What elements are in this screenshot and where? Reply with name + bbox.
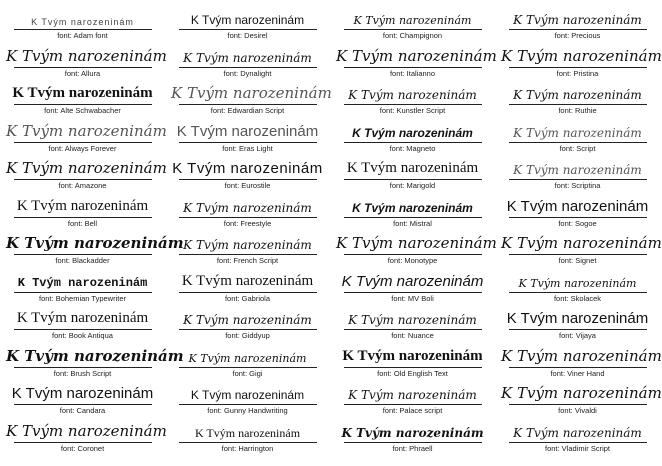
font-sample-cell: [330, 117, 495, 155]
font-label-prefix: font:: [207, 406, 224, 415]
font-name-label: [39, 293, 126, 305]
font-name-label: [211, 105, 284, 117]
font-label-prefix: font:: [544, 443, 562, 453]
font-name-label: [52, 330, 113, 342]
font-sample-text: K Tvým narozeninám: [12, 85, 153, 102]
font-name: Coronet: [77, 443, 105, 453]
font-sample-cell: [0, 417, 165, 455]
font-name: Palace script: [399, 406, 443, 415]
font-name-label: [222, 143, 272, 155]
font-sample-text: K Tvým narozeninám: [346, 160, 479, 177]
font-sample-cell: [165, 379, 330, 417]
font-name: Eras Light: [238, 143, 273, 153]
font-name-label: [558, 218, 596, 230]
font-sample-cell: [165, 154, 330, 192]
font-sample-cell: [330, 379, 495, 417]
font-sample-text: K Tvým narozeninám: [31, 16, 134, 27]
font-label-prefix: font:: [59, 406, 77, 415]
font-sample-text: K Tvým narozeninám: [188, 351, 307, 365]
font-name: Champignon: [399, 31, 443, 40]
font-name: Alte Schwabacher: [60, 106, 121, 115]
font-name-label: [388, 255, 438, 267]
font-label-prefix: font:: [554, 31, 572, 40]
font-sample-cell: [165, 267, 330, 305]
font-sample-text: K Tvým narozeninám: [342, 347, 483, 364]
font-sample-cell: [495, 417, 660, 455]
font-label-prefix: font:: [48, 143, 65, 153]
font-name-label: [560, 143, 596, 155]
font-name: Book Antiqua: [68, 331, 113, 340]
font-sample-cell: [0, 154, 165, 192]
font-label-prefix: font:: [224, 293, 242, 303]
font-sample-text: K Tvým narozeninám: [341, 272, 484, 290]
font-sample-text: K Tvým narozeninám: [183, 200, 312, 215]
font-sample-cell: [330, 304, 495, 342]
font-label-prefix: font:: [559, 331, 576, 340]
font-label-prefix: font:: [391, 331, 408, 340]
font-sample-text: K Tvým narozeninám: [501, 346, 662, 365]
font-label-prefix: font:: [393, 218, 410, 228]
font-name-label: [57, 30, 107, 42]
font-name-label: [558, 405, 597, 417]
font-name-label: [224, 68, 272, 80]
font-sample-cell: [0, 117, 165, 155]
font-sample-cell: [495, 154, 660, 192]
font-name-label: [225, 330, 270, 342]
font-sample-text: K Tvým narozeninám: [352, 200, 473, 215]
font-label-prefix: font:: [53, 368, 71, 378]
font-sample-cell: [495, 117, 660, 155]
font-name-label: [61, 443, 104, 455]
font-label-prefix: font:: [554, 181, 572, 190]
font-name: Kunstler Script: [396, 106, 446, 115]
font-sample-text: K Tvým narozeninám: [6, 234, 184, 253]
font-sample-text: K Tvým narozeninám: [506, 197, 649, 215]
font-name: Gunny Handwriting: [223, 406, 288, 415]
font-label-prefix: font:: [377, 368, 394, 378]
font-label-prefix: font:: [225, 331, 242, 340]
font-sample-text: K Tvým narozeninám: [348, 88, 477, 103]
font-name-label: [545, 443, 610, 455]
font-name: Mistral: [409, 218, 432, 228]
font-sample-text: K Tvým narozeninám: [501, 384, 662, 403]
font-label-prefix: font:: [389, 143, 407, 153]
font-name-label: [227, 30, 267, 42]
font-name-label: [383, 30, 442, 42]
font-label-prefix: font:: [232, 368, 250, 378]
font-name-label: [225, 180, 271, 192]
font-name-label: [550, 368, 604, 380]
font-sample-cell: [0, 79, 165, 117]
font-sample-cell: [495, 4, 660, 42]
font-sample-text: K Tvým narozeninám: [513, 13, 642, 28]
font-sample-text: K Tvým narozeninám: [11, 385, 154, 403]
font-sample-text: K Tvým narozeninám: [6, 346, 184, 365]
font-sample-cell: [495, 192, 660, 230]
font-sample-text: K Tvým narozeninám: [16, 197, 149, 214]
font-name: Adam font: [73, 31, 108, 40]
font-name-label: [391, 293, 434, 305]
font-sample-cell: [165, 79, 330, 117]
font-sample-cell: [495, 267, 660, 305]
font-sample-text: K Tvým narozeninám: [336, 234, 497, 253]
font-sample-cell: [165, 417, 330, 455]
font-label-prefix: font:: [44, 106, 61, 115]
font-sample-cell: [495, 229, 660, 267]
font-sample-text: K Tvým narozeninám: [17, 275, 148, 290]
font-name-label: [392, 443, 432, 455]
font-name: Marigold: [406, 181, 436, 190]
font-label-prefix: font:: [39, 293, 56, 303]
font-name: Nuance: [407, 331, 434, 340]
font-name-label: [60, 405, 105, 417]
font-label-prefix: font:: [210, 106, 228, 115]
font-name-label: [232, 368, 262, 380]
font-sample-text: K Tvým narozeninám: [6, 46, 167, 65]
font-label-prefix: font:: [558, 218, 575, 228]
font-sample-text: K Tvým narozeninám: [336, 46, 497, 65]
font-name: Desirel: [244, 31, 268, 40]
font-name: Ruthie: [575, 106, 597, 115]
font-sample-text: K Tvým narozeninám: [348, 388, 477, 403]
font-label-prefix: font:: [559, 143, 577, 153]
font-name-label: [554, 293, 601, 305]
font-sample-cell: [330, 4, 495, 42]
font-label-prefix: font:: [389, 181, 407, 190]
font-name-label: [393, 218, 432, 230]
font-sample-text: K Tvým narozeninám: [501, 234, 662, 253]
font-name: Eurostile: [241, 181, 271, 190]
font-sample-cell: [330, 79, 495, 117]
font-name: Script: [576, 143, 596, 153]
font-label-prefix: font:: [382, 406, 400, 415]
font-name-label: [65, 68, 100, 80]
font-name-label: [207, 405, 287, 417]
font-name: Vivaldi: [574, 406, 597, 415]
font-name: Dynalight: [240, 68, 272, 78]
font-name: Amazone: [74, 181, 107, 190]
font-name: Monotype: [404, 256, 438, 265]
font-sample-cell: [165, 304, 330, 342]
font-name: Vijaya: [575, 331, 596, 340]
font-sample-text: K Tvým narozeninám: [190, 13, 305, 28]
font-name: French Script: [233, 256, 279, 265]
font-name-label: [224, 218, 272, 230]
font-sample-cell: [165, 42, 330, 80]
font-sample-cell: [165, 4, 330, 42]
font-label-prefix: font:: [216, 256, 234, 265]
font-name-label: [55, 255, 109, 267]
font-sample-cell: [330, 192, 495, 230]
font-sample-text: K Tvým narozeninám: [181, 272, 314, 289]
font-sample-cell: [165, 192, 330, 230]
font-name-label: [68, 218, 97, 230]
font-sample-cell: [495, 304, 660, 342]
font-name-label: [558, 105, 596, 117]
font-label-prefix: font:: [556, 68, 574, 78]
font-sample-cell: [0, 192, 165, 230]
font-name-label: [555, 30, 601, 42]
font-name: Candara: [76, 406, 106, 415]
font-name: Magneto: [406, 143, 436, 153]
font-sample-text: K Tvým narozeninám: [183, 50, 312, 65]
font-name-label: [391, 330, 434, 342]
font-sample-text: K Tvým narozeninám: [348, 313, 477, 328]
font-sample-text: K Tvým narozeninám: [506, 310, 649, 328]
font-label-prefix: font:: [224, 181, 242, 190]
font-label-prefix: font:: [392, 443, 410, 453]
font-name-label: [555, 180, 601, 192]
font-sample-text: K Tvým narozeninám: [513, 125, 642, 140]
font-label-prefix: font:: [550, 368, 568, 378]
font-sample-cell: [495, 79, 660, 117]
font-sample-cell: [330, 417, 495, 455]
font-name: Gigi: [249, 368, 263, 378]
font-name-label: [54, 368, 112, 380]
font-label-prefix: font:: [221, 443, 239, 453]
font-name-label: [44, 105, 121, 117]
font-label-prefix: font:: [558, 106, 575, 115]
font-name-label: [217, 255, 278, 267]
font-sample-cell: [330, 154, 495, 192]
font-name: Phraell: [409, 443, 433, 453]
font-label-prefix: font:: [387, 256, 405, 265]
font-sample-cell: [0, 267, 165, 305]
font-name: Harrington: [238, 443, 274, 453]
font-name: Italianno: [406, 68, 436, 78]
font-sample-text: K Tvým narozeninám: [171, 84, 332, 103]
font-label-prefix: font:: [57, 31, 74, 40]
font-label-prefix: font:: [60, 443, 78, 453]
font-sample-cell: [165, 229, 330, 267]
font-name-label: [59, 180, 107, 192]
font-label-prefix: font:: [382, 31, 400, 40]
font-sample-text: K Tvým narozeninám: [183, 313, 312, 328]
font-name: Freestyle: [240, 218, 272, 228]
font-sample-cell: [0, 342, 184, 380]
font-name: Edwardian Script: [227, 106, 285, 115]
font-name: Brush Script: [70, 368, 112, 378]
font-name: Precious: [571, 31, 601, 40]
font-sample-text: K Tvým narozeninám: [190, 388, 305, 403]
font-label-prefix: font:: [389, 68, 407, 78]
font-name: Allura: [81, 68, 101, 78]
font-label-prefix: font:: [58, 181, 75, 190]
font-name-label: [383, 405, 443, 417]
font-sample-text: K Tvým narozeninám: [352, 125, 473, 140]
font-name: Bell: [84, 218, 98, 228]
font-sample-cell: [330, 342, 495, 380]
font-name: Always Forever: [64, 143, 117, 153]
font-sample-text: K Tvým narozeninám: [341, 425, 484, 440]
font-name-label: [390, 68, 435, 80]
font-name: Bohemian Typewriter: [55, 293, 126, 303]
font-sample-cell: [330, 229, 495, 267]
font-name-label: [390, 143, 436, 155]
font-name: Sogoe: [575, 218, 597, 228]
font-name-label: [377, 368, 448, 380]
font-name-label: [559, 255, 597, 267]
font-sample-text: K Tvým narozeninám: [501, 46, 662, 65]
font-label-prefix: font:: [558, 256, 576, 265]
font-label-prefix: font:: [55, 256, 73, 265]
font-sample-text: K Tvým narozeninám: [183, 238, 312, 253]
font-sample-text: K Tvým narozeninám: [513, 425, 642, 440]
font-name: Viner Hand: [567, 368, 605, 378]
font-name-label: [390, 180, 435, 192]
font-sample-cell: [330, 267, 495, 305]
font-sample-text: K Tvým narozeninám: [16, 310, 149, 327]
font-name-label: [380, 105, 445, 117]
font-sample-cell: [0, 304, 165, 342]
font-label-prefix: font:: [222, 143, 239, 153]
font-label-prefix: font:: [391, 293, 408, 303]
font-label-prefix: font:: [64, 68, 82, 78]
font-label-prefix: font:: [553, 293, 571, 303]
font-sample-text: K Tvým narozeninám: [6, 159, 167, 178]
font-sample-text: K Tvým narozeninám: [513, 88, 642, 103]
font-name: Skolacek: [570, 293, 602, 303]
font-name: Blackadder: [72, 256, 110, 265]
font-label-prefix: font:: [379, 106, 397, 115]
font-label-prefix: font:: [223, 218, 241, 228]
font-label-prefix: font:: [223, 68, 241, 78]
font-name: Gabriola: [241, 293, 271, 303]
font-sample-cell: [0, 229, 184, 267]
font-sample-text: K Tvým narozeninám: [194, 425, 301, 440]
font-name-label: [225, 293, 270, 305]
font-name-label: [559, 330, 596, 342]
font-label-prefix: font:: [227, 31, 245, 40]
font-sample-cell: [165, 117, 330, 155]
font-sample-text: K Tvým narozeninám: [513, 163, 642, 178]
font-sample-cell: [0, 42, 165, 80]
font-sample-text: K Tvým narozeninám: [353, 14, 472, 28]
font-name: Vladimir Script: [561, 443, 611, 453]
font-sample-cell: [0, 4, 165, 42]
font-name: Signet: [575, 256, 597, 265]
font-sample-text: K Tvým narozeninám: [518, 276, 637, 290]
font-sample-cell: [0, 379, 165, 417]
font-sample-text: K Tvým narozeninám: [6, 421, 167, 440]
font-sample-cell: [495, 42, 660, 80]
font-sample-cell: [165, 342, 330, 380]
font-name: Old English Text: [393, 368, 448, 378]
font-sample-cell: [330, 42, 495, 80]
font-sample-text: K Tvým narozeninám: [172, 160, 323, 178]
font-label-prefix: font:: [558, 406, 575, 415]
font-sample-text: K Tvým narozeninám: [6, 121, 167, 140]
font-name: MV Boli: [407, 293, 434, 303]
font-sample-cell: [495, 379, 660, 417]
font-name-label: [557, 68, 599, 80]
font-name: Scriptina: [571, 181, 601, 190]
font-sample-cell: [495, 342, 660, 380]
font-name: Pristina: [573, 68, 599, 78]
font-label-prefix: font:: [67, 218, 85, 228]
font-label-prefix: font:: [52, 331, 69, 340]
font-name-label: [222, 443, 274, 455]
font-sample-text: K Tvým narozeninám: [176, 122, 319, 140]
font-name-label: [49, 143, 117, 155]
font-name: Giddyup: [241, 331, 270, 340]
